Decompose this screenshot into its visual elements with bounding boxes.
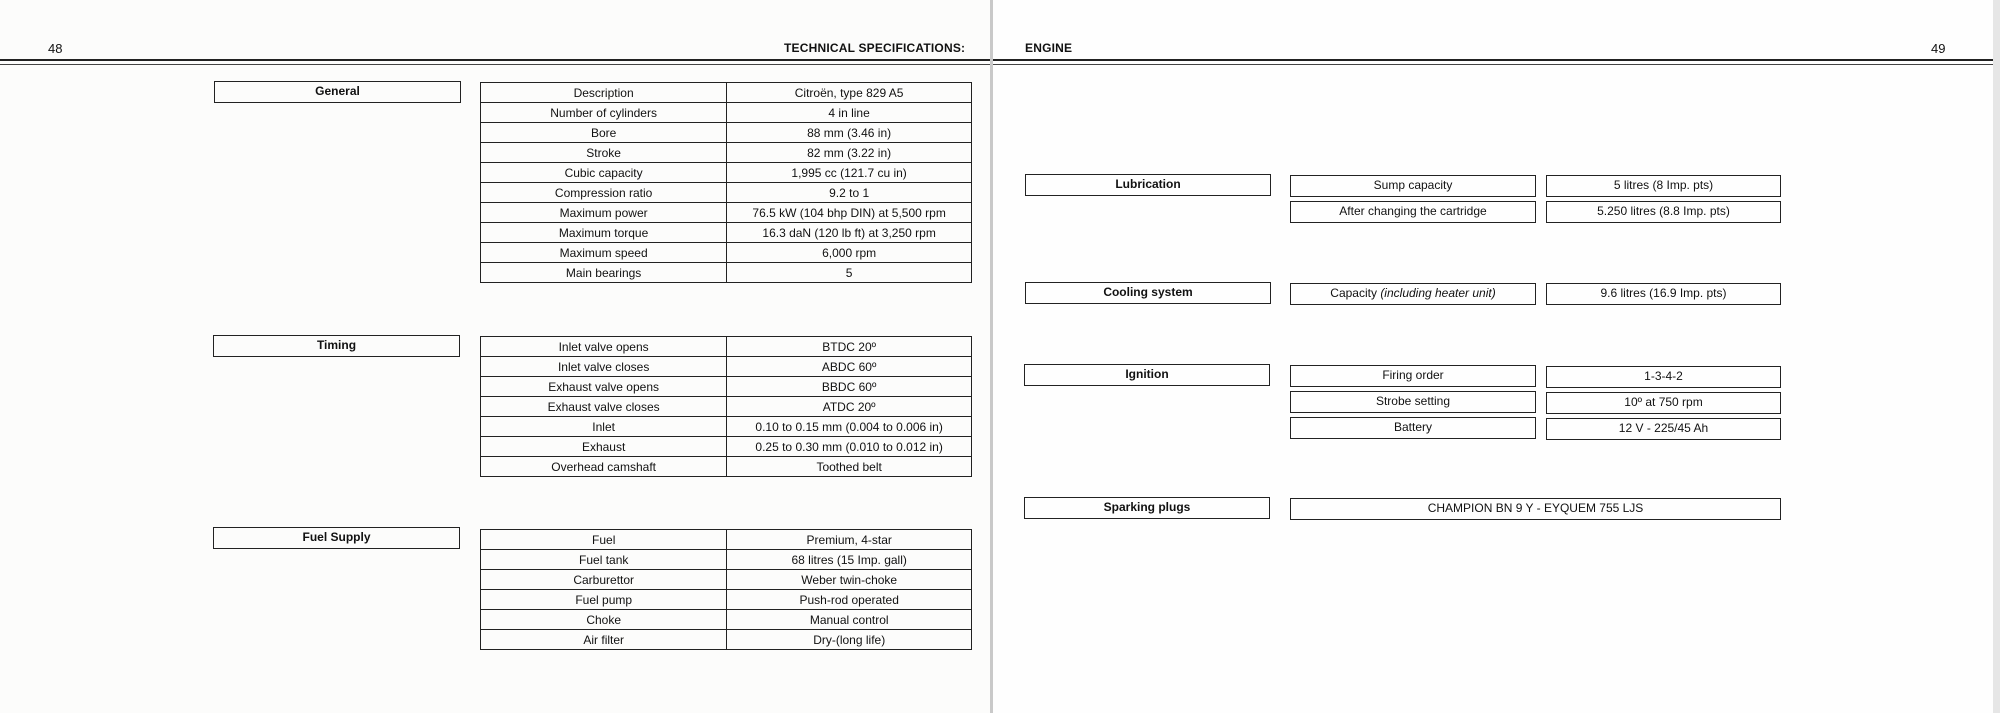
spec-name: Exhaust valve closes [481,397,727,417]
section-label-sparking-plugs: Sparking plugs [1024,497,1270,519]
spec-name: Inlet [481,417,727,437]
table-row [481,630,972,650]
spec-name: Inlet valve opens [481,337,727,357]
spec-name: Inlet valve closes [481,357,727,377]
section-label-general: General [214,81,461,103]
spec-value: Toothed belt [727,457,972,477]
spec-name: Maximum speed [481,243,727,263]
table-row [481,437,972,457]
spec-name: Maximum power [481,203,727,223]
spec-value: Dry-(long life) [727,630,972,650]
table-row [481,203,972,223]
section-label-cooling: Cooling system [1025,282,1271,304]
table-row [481,377,972,397]
header-rule-thin [0,64,990,65]
right-page-number: 49 [1931,41,1946,56]
table-row [481,83,972,103]
spec-value: 9.2 to 1 [727,183,972,203]
table-row [481,570,972,590]
spec-name: Fuel pump [481,590,727,610]
firing-order-value: 1-3-4-2 [1546,366,1781,388]
left-page [0,0,990,713]
table-row [481,223,972,243]
section-label-ignition: Ignition [1024,364,1270,386]
spec-value: Citroën, type 829 A5 [727,83,972,103]
table-row [481,417,972,437]
table-row [481,457,972,477]
strobe-setting-label: Strobe setting [1290,391,1536,413]
spec-value: 6,000 rpm [727,243,972,263]
sump-capacity-value: 5 litres (8 Imp. pts) [1546,175,1781,197]
sump-capacity-label: Sump capacity [1290,175,1536,197]
table-row [481,163,972,183]
table-row [481,123,972,143]
section-label-lubrication: Lubrication [1025,174,1271,196]
spec-value: Premium, 4-star [727,530,972,550]
right-page [993,0,2000,713]
section-label-fuel-supply: Fuel Supply [213,527,460,549]
table-row [481,397,972,417]
spec-value: 82 mm (3.22 in) [727,143,972,163]
cooling-capacity-label [1290,283,1536,305]
battery-label: Battery [1290,417,1536,439]
right-header-title: ENGINE [1025,41,1073,55]
cartridge-label: After changing the cartridge [1290,201,1536,223]
spec-value: 76.5 kW (104 bhp DIN) at 5,500 rpm [727,203,972,223]
table-row [481,243,972,263]
spec-name: Exhaust valve opens [481,377,727,397]
left-header-title: TECHNICAL SPECIFICATIONS: [784,41,966,55]
spec-name: Bore [481,123,727,143]
spec-value: 5 [727,263,972,283]
table-row [481,530,972,550]
cooling-capacity-note: (including heater unit) [1380,286,1496,300]
cooling-capacity-text: Capacity [1330,286,1377,300]
spec-value: 0.10 to 0.15 mm (0.004 to 0.006 in) [727,417,972,437]
spec-name: Exhaust [481,437,727,457]
table-row [481,337,972,357]
spec-value: Push-rod operated [727,590,972,610]
spec-name: Description [481,83,727,103]
spec-name: Maximum torque [481,223,727,243]
table-row [481,143,972,163]
sparking-plugs-value: CHAMPION BN 9 Y - EYQUEM 755 LJS [1290,498,1781,520]
header-rule-thin-right [993,64,1993,65]
spec-value: ABDC 60º [727,357,972,377]
table-row [481,183,972,203]
strobe-setting-value: 10º at 750 rpm [1546,392,1781,414]
spec-value: 4 in line [727,103,972,123]
spec-name: Stroke [481,143,727,163]
spec-name: Fuel [481,530,727,550]
table-row [481,103,972,123]
spec-name: Choke [481,610,727,630]
table-row [481,357,972,377]
spec-value: BTDC 20º [727,337,972,357]
spec-value: 68 litres (15 Imp. gall) [727,550,972,570]
section-label-timing: Timing [213,335,460,357]
spec-value: 0.25 to 0.30 mm (0.010 to 0.012 in) [727,437,972,457]
table-row [481,590,972,610]
table-row [481,550,972,570]
spec-name: Carburettor [481,570,727,590]
firing-order-label: Firing order [1290,365,1536,387]
cooling-capacity-value: 9.6 litres (16.9 Imp. pts) [1546,283,1781,305]
timing-table [480,336,972,477]
spec-name: Fuel tank [481,550,727,570]
spec-name: Number of cylinders [481,103,727,123]
spec-value: BBDC 60º [727,377,972,397]
spec-value: 88 mm (3.46 in) [727,123,972,143]
spec-name: Compression ratio [481,183,727,203]
table-row [481,263,972,283]
spec-name: Cubic capacity [481,163,727,183]
general-table [480,82,972,283]
header-rule-thick-right [993,59,1993,61]
battery-value: 12 V - 225/45 Ah [1546,418,1781,440]
spec-value: Weber twin-choke [727,570,972,590]
spec-value: ATDC 20º [727,397,972,417]
spec-name: Air filter [481,630,727,650]
spec-name: Main bearings [481,263,727,283]
cartridge-value: 5.250 litres (8.8 Imp. pts) [1546,201,1781,223]
spec-value: 1,995 cc (121.7 cu in) [727,163,972,183]
spec-value: 16.3 daN (120 lb ft) at 3,250 rpm [727,223,972,243]
fuel-supply-table [480,529,972,650]
spec-name: Overhead camshaft [481,457,727,477]
left-page-number: 48 [48,41,63,56]
spec-value: Manual control [727,610,972,630]
table-row [481,610,972,630]
right-edge-shadow [1993,0,2000,713]
header-rule-thick [0,59,990,61]
